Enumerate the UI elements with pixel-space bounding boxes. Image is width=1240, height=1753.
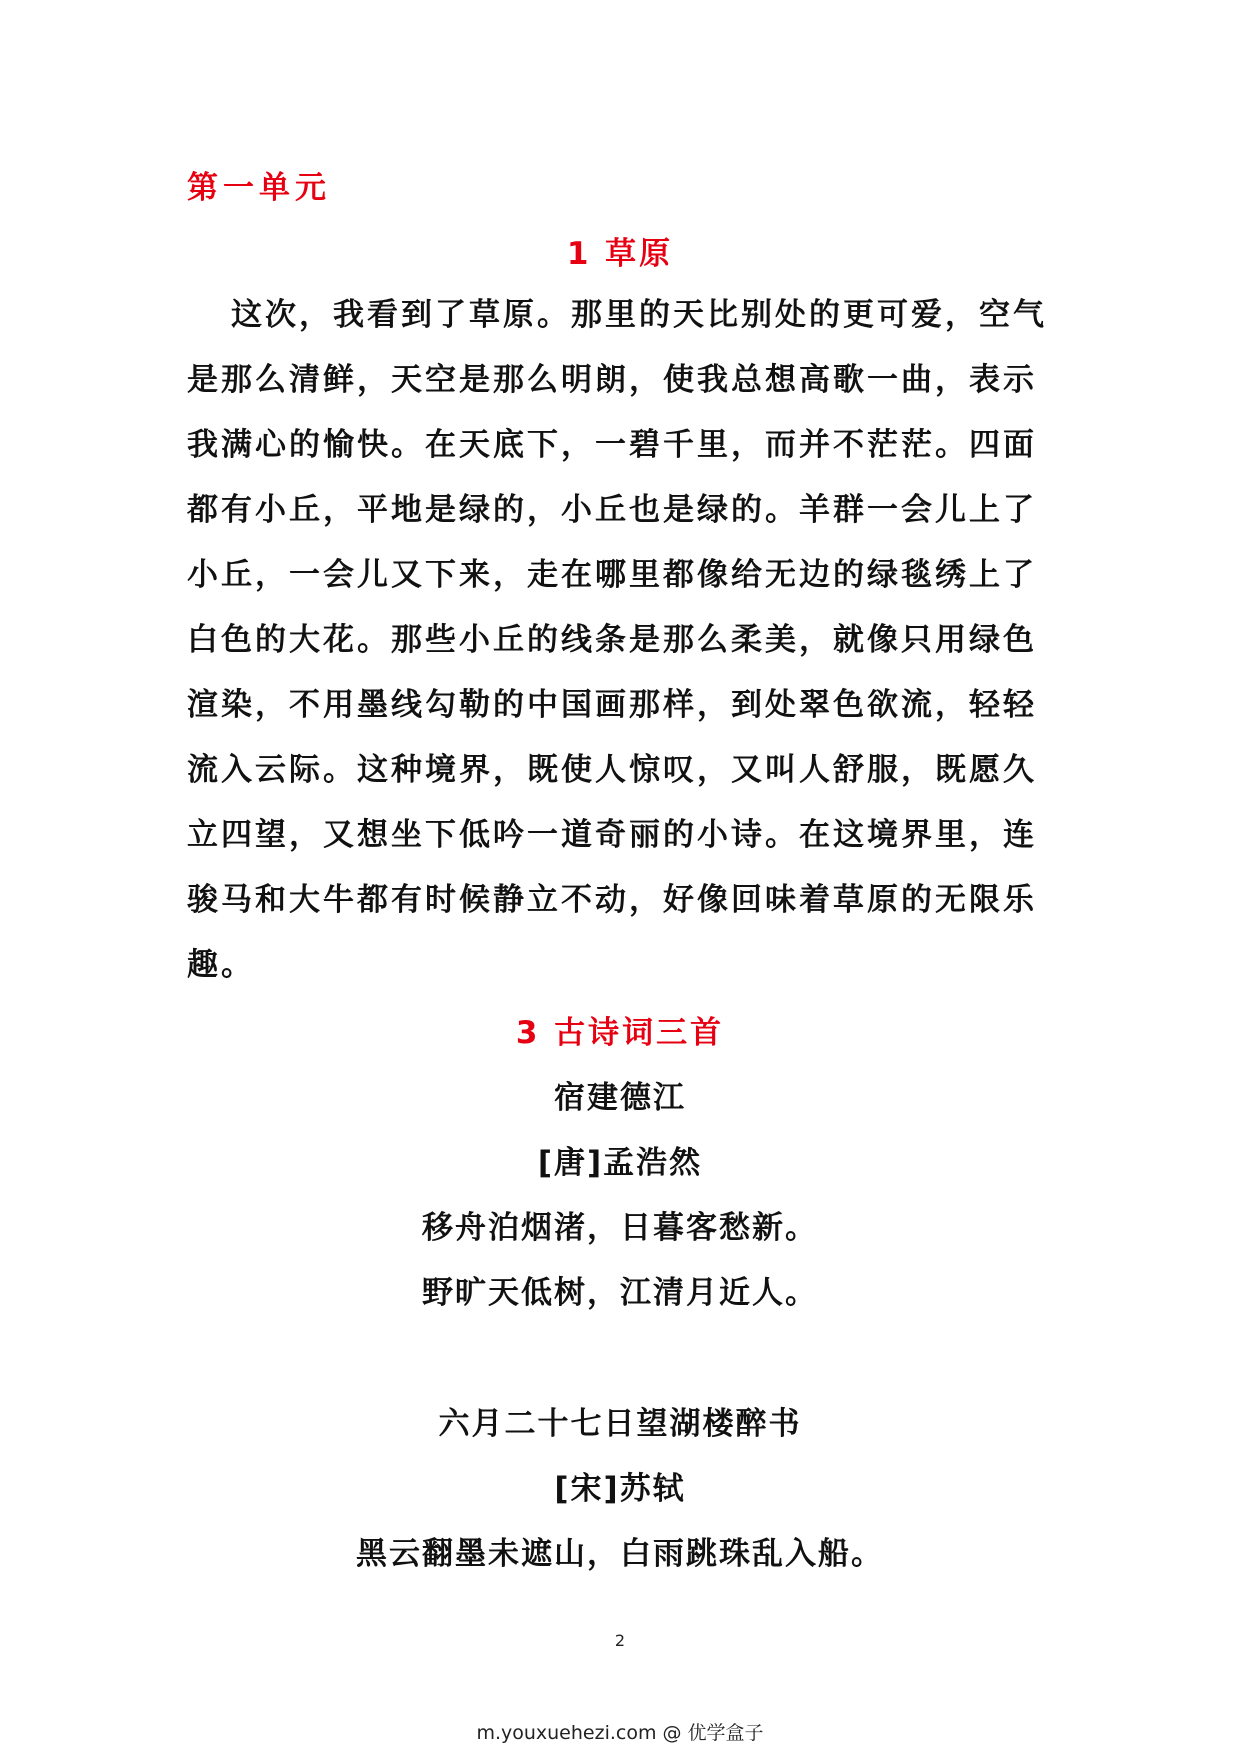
poem-title: 宿建德江 [554,1080,686,1116]
poem-line: 野旷天低树，江清月近人。 [422,1275,818,1311]
poem-line: 黑云翻墨未遮山，白雨跳珠乱入船。 [356,1536,884,1572]
poem-title: 六月二十七日望湖楼醉书 [438,1406,802,1442]
page-number: 2 [614,1631,626,1650]
poem-line: 移舟泊烟渚，日暮客愁新。 [422,1210,818,1246]
footer-source: m.youxuehezi.com @ 优学盒子 [476,1722,764,1744]
poem-author: [宋]苏轼 [554,1471,686,1507]
lesson-title-3: 3 古诗词三首 [515,1015,725,1051]
poem-author: [唐]孟浩然 [537,1145,703,1181]
lesson-title-1: 1 草原 [566,236,674,272]
paragraph: 这次，我看到了草原。那里的天比别处的更可爱，空气是那么清鲜，天空是那么明朗，使我总想高歌一曲，表示我满心的愉快。在天底下，一碧千里，而并不茫茫。四面都有小丘，平地是绿的，小丘也是绿的。羊群一会儿上了小丘，一会儿又下来，走在哪里都像给无边的绿毯绣上了白色的大花。那些小丘的线条是那么柔美，就像只用绿色渲染，不用墨线勾勒的中国画那样，到处翠色欲流，轻轻流入云际。这种境界，既使人惊叹，又叫人舒服，既愿久立四望，又想坐下低吟一道奇丽的小诗。在这境界里，连骏马和大牛都有时候静立不动，好像回味着草原的无限乐趣。 [187,297,1047,983]
unit-heading: 第一单元 [187,170,331,206]
lesson-1-text [187,283,1067,998]
